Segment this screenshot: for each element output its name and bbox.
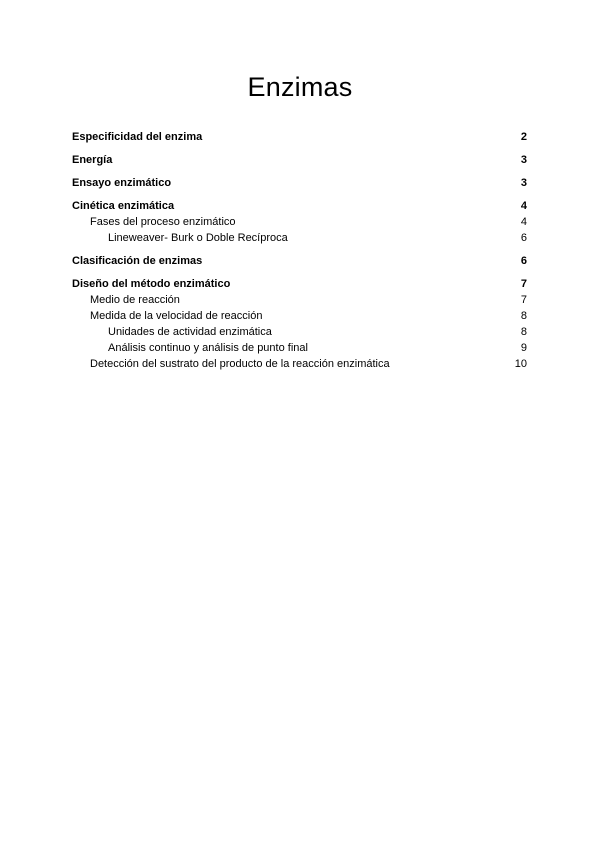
toc-entry-energia[interactable]	[72, 152, 527, 168]
toc-entry-label: Análisis continuo y análisis de punto final	[108, 342, 308, 354]
toc-entry-label: Medio de reacción	[90, 294, 180, 306]
toc-entry-label: Unidades de actividad enzimática	[108, 326, 272, 338]
toc-entry-page: 7	[520, 278, 527, 290]
toc-entry-page: 6	[520, 255, 527, 267]
toc-entry-especificidad[interactable]	[72, 129, 527, 145]
toc-entry-medio[interactable]	[72, 292, 527, 308]
toc-entry-label: Medida de la velocidad de reacción	[90, 310, 263, 322]
toc-entry-ensayo[interactable]	[72, 175, 527, 191]
toc-entry-medida[interactable]	[72, 308, 527, 324]
toc-entry-label: Especificidad del enzima	[72, 131, 203, 143]
toc-entry-page: 3	[520, 154, 527, 166]
toc-entry-page: 8	[520, 310, 527, 322]
toc-entry-analisis[interactable]	[72, 340, 527, 356]
table-of-contents	[72, 129, 527, 372]
toc-entry-page: 7	[520, 294, 527, 306]
toc-entry-page: 2	[520, 131, 527, 143]
toc-entry-cinetica[interactable]	[72, 198, 527, 214]
toc-entry-unidades[interactable]	[72, 324, 527, 340]
page-title: Enzimas	[247, 72, 353, 102]
toc-entry-lineweaver[interactable]	[72, 230, 527, 246]
toc-entry-page: 6	[520, 232, 527, 244]
toc-entry-label: Ensayo enzimático	[72, 177, 172, 189]
toc-entry-label: Cinética enzimática	[72, 200, 175, 212]
toc-entry-page: 4	[520, 200, 527, 212]
toc-entry-clasificacion[interactable]	[72, 253, 527, 269]
toc-entry-label: Energía	[72, 154, 113, 166]
toc-entry-page: 3	[520, 177, 527, 189]
toc-entry-page: 4	[520, 216, 527, 228]
toc-entry-label: Clasificación de enzimas	[72, 255, 203, 267]
toc-entry-label: Diseño del método enzimático	[72, 278, 231, 290]
toc-entry-page: 9	[520, 342, 527, 354]
toc-entry-diseno[interactable]	[72, 276, 527, 292]
toc-entry-label: Lineweaver- Burk o Doble Recíproca	[108, 232, 288, 244]
toc-entry-fases[interactable]	[72, 214, 527, 230]
toc-entry-page: 8	[520, 326, 527, 338]
toc-entry-label: Detección del sustrato del producto de la reacción enzimática	[90, 358, 390, 370]
toc-entry-deteccion[interactable]	[72, 356, 527, 372]
toc-entry-label: Fases del proceso enzimático	[90, 216, 236, 228]
toc-entry-page: 10	[514, 358, 527, 370]
